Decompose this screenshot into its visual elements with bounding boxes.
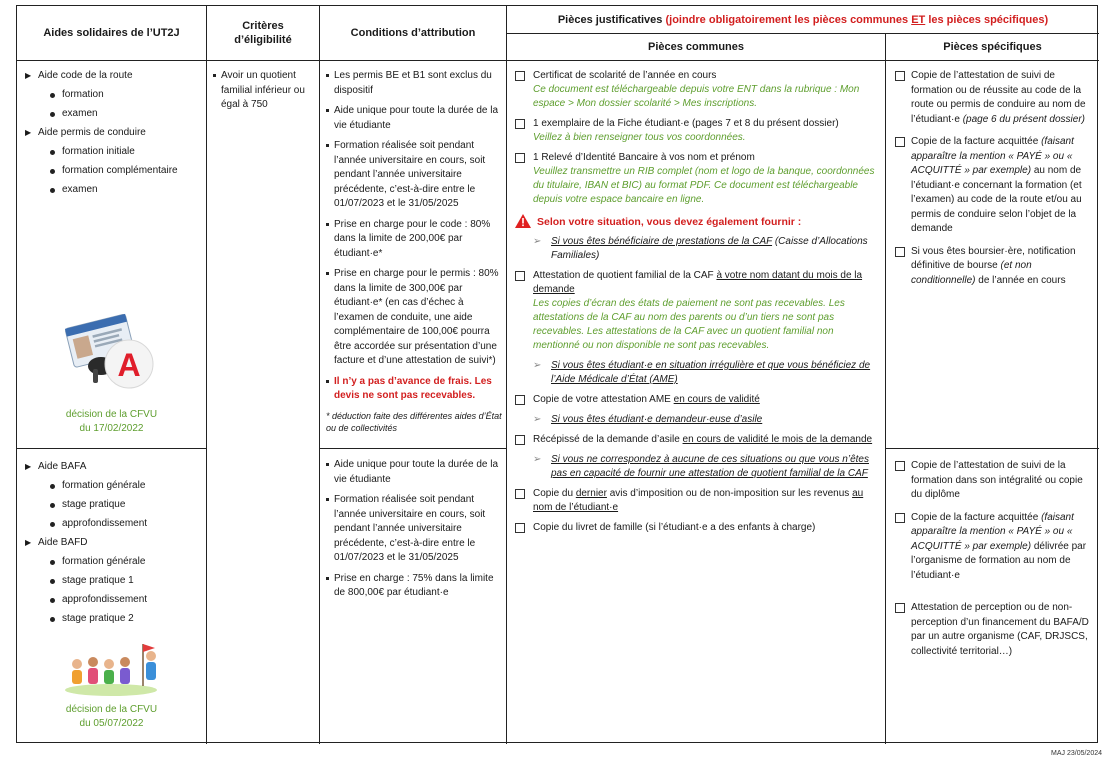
piece-rib: 1 Relevé d’Identité Bancaire à vos nom et prénom Veuillez transmettre un RIB complet (nom et logo de la banque, coordonnées du titulaire, IBAN et BIC) au format PDF. Ce document est téléchargeable depuis votre espace bancaire en ligne.	[515, 151, 879, 207]
footnote: * déduction faite des différentes aides d’État ou de collectivités	[326, 410, 502, 433]
conditions-permis	[326, 69, 502, 434]
pieces-specifiques-permis	[895, 69, 1093, 294]
list-item: formation générale	[38, 555, 200, 570]
header-pieces-specifiques: Pièces spécifiques	[943, 41, 1042, 53]
header-criteres	[207, 6, 319, 60]
list-item: formation	[38, 88, 200, 103]
svg-text:A: A	[117, 347, 141, 383]
piece-attestation-formation: Copie de l’attestation de suivi de la formation dans son intégralité ou copie du diplôme	[895, 459, 1093, 503]
situation-asile: ➢ Si vous êtes étudiant·e demandeur·euse d’asile	[515, 413, 879, 427]
piece-avis-imposition: Copie du dernier avis d’imposition ou de non-imposition sur les revenus au nom de l’étudiant·e	[515, 487, 879, 515]
pieces-communes	[515, 69, 879, 541]
children-group-illustration	[61, 636, 161, 696]
piece-attestation-suivi: Copie de l’attestation de suivi de formation ou de réussite au code de la route ou permis de conduire au nom de l’étudiant·e (page 6 du présent dossier)	[895, 69, 1093, 127]
aides-permis-list	[25, 69, 200, 202]
header-pieces-note: (joindre obligatoirement les pièces communes ET les pièces spécifiques)	[665, 13, 1049, 26]
list-item: examen	[38, 107, 200, 122]
aide-permis-conduire: ▶ Aide permis de conduire formation initiale formation complémentaire examen	[25, 126, 200, 197]
header-pieces	[507, 6, 1099, 33]
aides-table	[16, 5, 1098, 743]
list-item: Aide unique pour toute la durée de la vie étudiante	[326, 458, 502, 487]
piece-certificat: Certificat de scolarité de l’année en cours Ce document est téléchargeable depuis votre ENT dans la rubrique : Mon espace > Mon dossier scolarité > Mes inscriptions.	[515, 69, 879, 111]
warning-triangle-icon	[515, 214, 531, 228]
pieces-specifiques-bafa	[895, 459, 1093, 665]
list-item: approfondissement	[38, 517, 200, 532]
list-item: Formation réalisée soit pendant l’année universitaire en cours, soit pendant l’année universitaire précédente, c’est-à-dire entre le 01/07/2023 et le 31/05/2025	[326, 139, 502, 212]
header-pieces-communes: Pièces communes	[648, 41, 744, 53]
aide-bafd: ▶ Aide BAFD formation générale stage pratique 1 approfondissement stage pratique 2	[25, 536, 200, 626]
piece-bourse: Si vous êtes boursier·ère, notification définitive de bourse (et non conditionnelle) de l’année en cours	[895, 245, 1093, 289]
situation-title: Selon votre situation, vous devez également fournir :	[515, 215, 879, 229]
list-item: Prise en charge pour le code : 80% dans la limite de 200,00€ par étudiant·e*	[326, 218, 502, 262]
aides-bafa-list	[25, 460, 200, 631]
header-pieces-title: Pièces justificatives	[557, 13, 663, 26]
piece-facture: Copie de la facture acquittée (faisant apparaître la mention « PAYÉ » ou « ACQUITTÉ » par exemple) au nom de l’étudiant·e concernant la formation (et l’examen) au code de la route et/ou au permis de conduire selon l’objet de la demande	[895, 135, 1093, 237]
aide-code-route: ▶ Aide code de la route formation examen	[25, 69, 200, 121]
aide-bafa: ▶ Aide BAFA formation générale stage pratique approfondissement	[25, 460, 200, 531]
no-advance-warning: Il n’y a pas d’avance de frais. Les devis ne sont pas recevables.	[326, 375, 502, 404]
piece-facture-bafa: Copie de la facture acquittée (faisant apparaître la mention « PAYÉ » ou « ACQUITTÉ » par exemple) délivrée par l’organisme de formation au nom de l’étudiant·e	[895, 511, 1093, 584]
list-item: Formation réalisée soit pendant l’année universitaire en cours, soit pendant l’année universitaire précédente, c’est-à-dire entre le 01/07/2023 et le 31/05/2025	[326, 493, 502, 566]
situation-caf: ➢ Si vous êtes bénéficiaire de prestations de la CAF (Caisse d’Allocations Familiales)	[515, 235, 879, 263]
list-item: formation complémentaire	[38, 164, 200, 179]
header-criteres-line1: Critères	[242, 20, 284, 32]
list-item: approfondissement	[38, 593, 200, 608]
piece-ame: Copie de votre attestation AME en cours de validité	[515, 393, 879, 407]
list-item: examen	[38, 183, 200, 198]
list-item: Aide unique pour toute la durée de la vie étudiante	[326, 104, 502, 133]
criteres-cell	[213, 69, 313, 119]
header-conditions: Conditions d’attribution	[350, 27, 476, 39]
conditions-bafa	[326, 458, 502, 607]
piece-fiche-etudiant: 1 exemplaire de la Fiche étudiant·e (pages 7 et 8 du présent dossier) Veillez à bien renseigner tous vos coordonnées.	[515, 117, 879, 145]
driving-licence-illustration	[63, 306, 163, 392]
piece-quotient-caf: Attestation de quotient familial de la CAF à votre nom datant du mois de la demande Les copies d’écran des états de paiement ne sont pas recevables. Les attestations de la CAF au nom des parents ou d’un tiers ne sont pas recevables. Les attestations de la CAF avec un quotient familial non mentionné ou non disponible ne sont pas recevables.	[515, 269, 879, 353]
header-aides: Aides solidaires de l’UT2J	[43, 27, 180, 39]
list-item: stage pratique	[38, 498, 200, 513]
piece-perception: Attestation de perception ou de non-perception d’un financement du BAFA/D par un autre organisme (CAF, DRJSCS, collectivité territorial…)	[895, 601, 1093, 659]
header-criteres-line2: d’éligibilité	[234, 34, 292, 46]
situation-autre: ➢ Si vous ne correspondez à aucune de ces situations ou que vous n’êtes pas en capacité de fournir une attestation de quotient familial de la CAF	[515, 453, 879, 481]
piece-asile: Récépissé de la demande d’asile en cours de validité le mois de la demande	[515, 433, 879, 447]
situation-ame: ➢ Si vous êtes étudiant·e en situation irrégulière et que vous bénéficiez de l’Aide Médicale d’État (AME)	[515, 359, 879, 387]
list-item: formation initiale	[38, 145, 200, 160]
list-item: stage pratique 1	[38, 574, 200, 589]
decision-permis: décision de la CFVU du 17/02/2022	[65, 409, 158, 434]
list-item: Prise en charge pour le permis : 80% dans la limite de 300,00€ par étudiant·e* (en cas d’échec à l’examen de conduite, une aide complémentaire de 100,00€ pourra être accordée sur présentation d’une facture et d’une attestation de suivi*)	[326, 267, 502, 369]
piece-livret-famille: Copie du livret de famille (si l’étudiant·e a des enfants à charge)	[515, 521, 879, 535]
decision-bafa: décision de la CFVU du 05/07/2022	[65, 704, 158, 729]
critere-quotient: Avoir un quotient familial inférieur ou égal à 750	[213, 69, 313, 113]
list-item: Les permis BE et B1 sont exclus du dispositif	[326, 69, 502, 98]
list-item: stage pratique 2	[38, 612, 200, 627]
list-item: formation générale	[38, 479, 200, 494]
footer-update: MAJ 23/05/2024	[1051, 750, 1102, 757]
list-item: Prise en charge : 75% dans la limite de 800,00€ par étudiant·e	[326, 572, 502, 601]
